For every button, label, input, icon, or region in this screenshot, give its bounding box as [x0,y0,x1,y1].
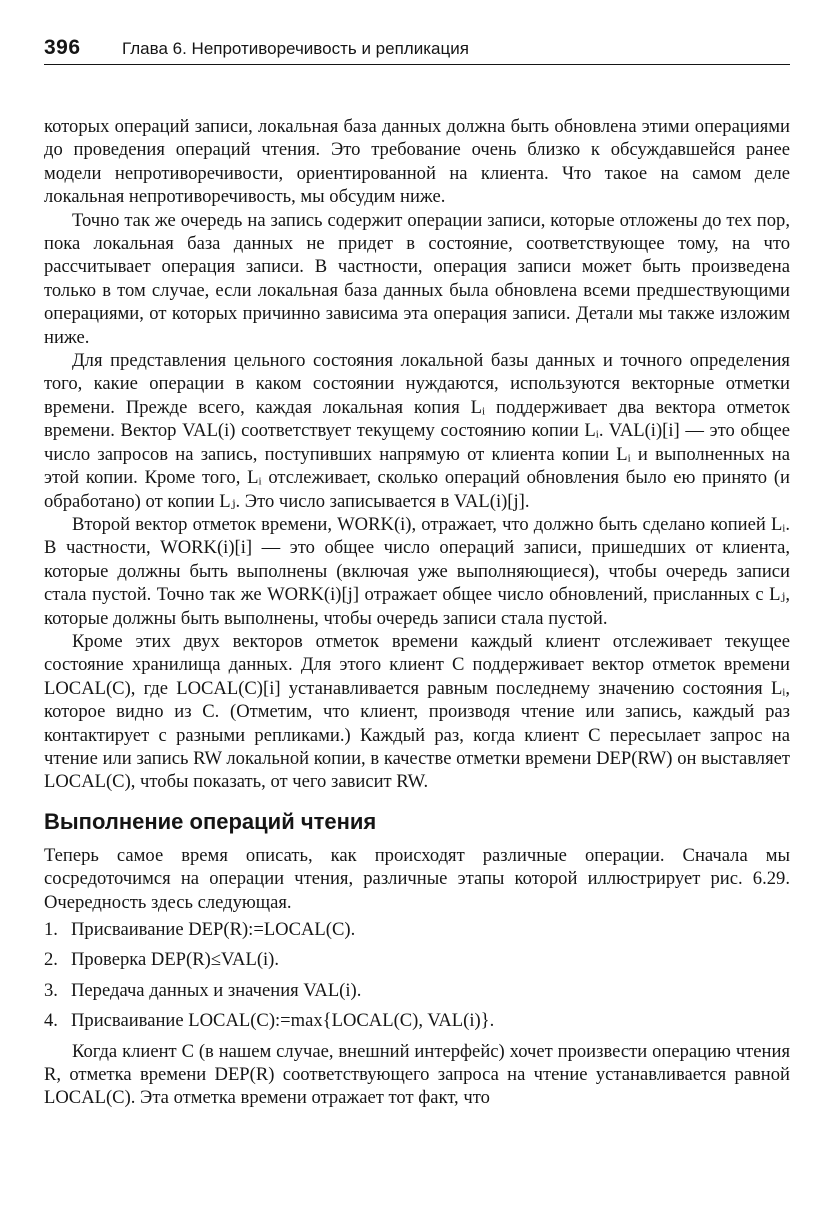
list-item-number: 4. [44,1010,58,1032]
list-item-text: Проверка DEP(R)≤VAL(i). [71,949,280,971]
paragraph: Когда клиент C (в нашем случае, внешний интерфейс) хочет произвести операцию чтения R, отметка времени DEP(R) соответствующего запроса на чтение устанавливается равной LOCAL(C). Эта отметка времени отражает тот факт, что [44,1040,790,1109]
list-item [44,1009,790,1032]
page-body [44,115,790,1110]
list-item-text: Присваивание LOCAL(C):=max{LOCAL(C), VAL(i)}. [71,1010,495,1032]
list-item [44,918,790,941]
chapter-title: Глава 6. Непротиворечивость и репликация [122,39,469,58]
paragraph: Теперь самое время описать, как происходят различные операции. Сначала мы сосредоточимся на операции чтения, различные этапы которой иллюстрирует рис. 6.29. Очередность здесь следующая. [44,844,790,913]
list-item-number: 1. [44,919,58,940]
section-heading: Выполнение операций чтения [44,808,377,834]
list-item-text: Присваивание DEP(R):=LOCAL(C). [71,919,356,940]
steps-list [44,918,790,1033]
paragraph: Кроме этих двух векторов отметок времени каждый клиент отслеживает текущее состояние хранилища данных. Для этого клиент C поддерживает вектор отметок времени LOCAL(C), где LOCAL(C)[i] устанавливается равным последнему значению состояния Lᵢ, которое видно из C. (Отметим, что клиент, производя чтение или запись, каждый раз контактирует с разными репликами.) Каждый раз, когда клиент C пересылает запрос на чтение или запись RW локальной копии, в качестве отметки времени DEP(RW) он выставляет LOCAL(C), чтобы показать, от чего зависит RW. [44,630,790,793]
running-header [44,36,790,65]
page-number: 396 [44,36,81,59]
list-item-number: 2. [44,949,58,971]
paragraph: Второй вектор отметок времени, WORK(i), отражает, что должно быть сделано копией Lᵢ. В частности, WORK(i)[i] — это общее число операций записи, пришедших от клиента, которые должны быть выполнены (включая уже выполняющиеся), чтобы очередь записи стала пустой. Точно так же WORK(i)[j] отражает общее число обновлений, присланных с Lⱼ, которые должны быть выполнены, чтобы очередь записи стала пустой. [44,513,790,629]
paragraph: Для представления цельного состояния локальной базы данных и точного определения того, какие операции в каком состоянии нуждаются, используются векторные отметки времени. Прежде всего, каждая локальная копия Lᵢ поддерживает два вектора отметок времени. Вектор VAL(i) соответствует текущему состоянию копии Lᵢ. VAL(i)[i] — это общее число запросов на запись, поступивших напрямую от клиента копии Lᵢ и выполненных на этой копии. Кроме того, Lᵢ отслеживает, сколько операций обновления было ею принято (и обработано) от копии Lⱼ. Это число записывается в VAL(i)[j]. [44,350,790,512]
paragraph: которых операций записи, локальная база данных должна быть обновлена этими операциями до проведения операций чтения. Это требование очень близко к обсуждавшейся ранее модели непротиворечивости, ориентированной на клиента. Что такое на самом деле локальная непротиворечивость, мы обсудим ниже. [44,116,790,208]
list-item [44,948,790,971]
list-item-text: Передача данных и значения VAL(i). [71,979,362,1001]
paragraph: Точно так же очередь на запись содержит операции записи, которые отложены до тех пор, пока локальная база данных не придет в состояние, соответствующее тому, на что рассчитывает операция записи. В частности, операция записи может быть произведена только в том случае, если локальная база данных была обновлена всеми предшествующими операциями, от которых причинно зависима эта операция записи. Детали мы также изложим ниже. [44,209,790,348]
list-item-number: 3. [44,979,58,1001]
list-item [44,979,790,1002]
